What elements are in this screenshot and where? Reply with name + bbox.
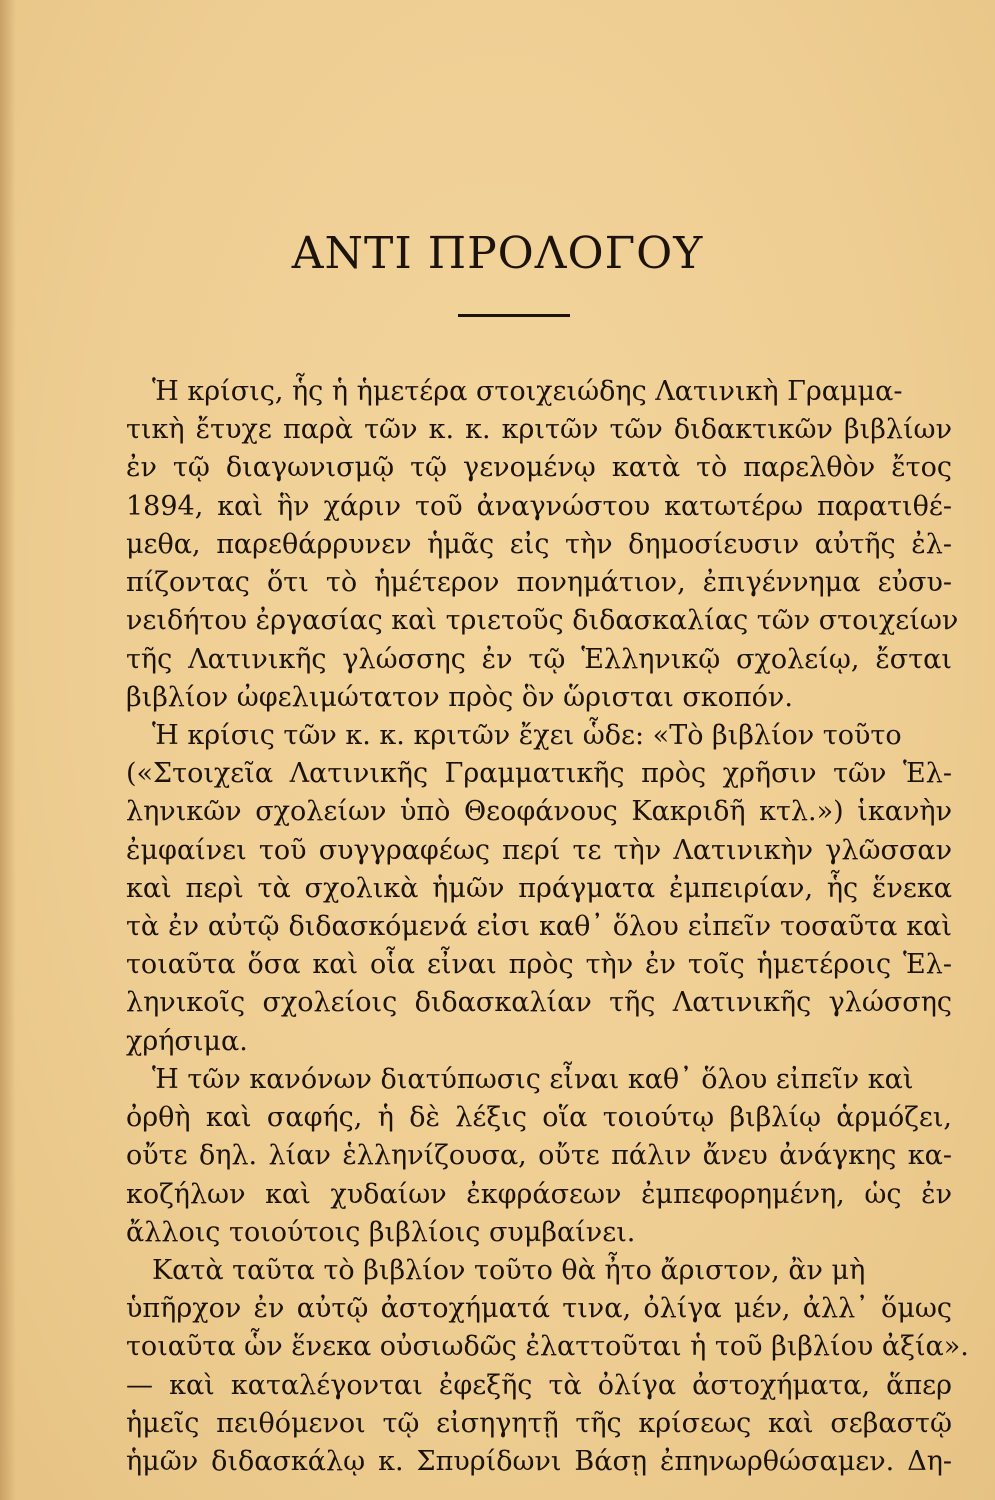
- text-line: καὶ περὶ τὰ σχολικὰ ἡμῶν πράγματα ἐμπειρίαν, ἧς ἕνεκα: [126, 873, 952, 904]
- text-line: — καὶ καταλέγονται ἐφεξῆς τὰ ὀλίγα ἀστοχήματα, ἅπερ: [126, 1370, 952, 1401]
- text-line: ὑπῆρχον ἐν αὐτῷ ἀστοχήματά τινα, ὀλίγα μέν, ἀλλ᾽ ὅμως: [126, 1293, 952, 1324]
- text-line: ληνικῶν σχολείων ὑπὸ Θεοφάνους Κακριδῆ κτλ.») ἱκανὴν: [126, 796, 952, 827]
- text-line: νειδήτου ἐργασίας καὶ τριετοῦς διδασκαλίας τῶν στοιχείων: [126, 605, 959, 636]
- page-title: ΑΝΤΙ ΠΡΟΛΟΓΟΥ: [291, 228, 704, 279]
- text-line: ἄλλοις τοιούτοις βιβλίοις συμβαίνει.: [126, 1217, 636, 1248]
- text-line: ληνικοῖς σχολείοις διδασκαλίαν τῆς Λατινικῆς γλώσσης: [126, 987, 952, 1018]
- text-line: κοζήλων καὶ χυδαίων ἐκφράσεων ἐμπεφορημένη, ὡς ἐν: [126, 1179, 952, 1210]
- text-line: Ἡ τῶν κανόνων διατύπωσις εἶναι καθ᾽ ὅλου εἰπεῖν καὶ: [152, 1064, 914, 1095]
- text-line: πίζοντας ὅτι τὸ ἡμέτερον πονημάτιον, ἐπιγέννημα εὐσυ-: [126, 567, 952, 598]
- text-line: ἐμφαίνει τοῦ συγγραφέως περί τε τὴν Λατινικὴν γλῶσσαν: [126, 835, 952, 866]
- text-line: Ἡ κρίσις τῶν κ. κ. κριτῶν ἔχει ὧδε: «Τὸ βιβλίον τοῦτο: [152, 720, 902, 751]
- text-line: τῆς Λατινικῆς γλώσσης ἐν τῷ Ἑλληνικῷ σχολείῳ, ἔσται: [126, 644, 952, 675]
- title-underline: [458, 314, 570, 317]
- text-line: ἐν τῷ διαγωνισμῷ τῷ γενομένῳ κατὰ τὸ παρελθὸν ἔτος: [126, 452, 952, 483]
- text-line: («Στοιχεῖα Λατινικῆς Γραμματικῆς πρὸς χρῆσιν τῶν Ἑλ-: [126, 758, 952, 789]
- text-line: ἡμεῖς πειθόμενοι τῷ εἰσηγητῇ τῆς κρίσεως καὶ σεβαστῷ: [126, 1408, 952, 1439]
- text-line: Ἡ κρίσις, ἧς ἡ ἡμετέρα στοιχειώδης Λατινικὴ Γραμμα-: [152, 376, 903, 407]
- text-line: τὰ ἐν αὐτῷ διδασκόμενά εἰσι καθ᾽ ὅλου εἰπεῖν τοσαῦτα καὶ: [126, 911, 952, 942]
- text-line: βιβλίον ὠφελιμώτατον πρὸς ὃν ὥρισται σκοπόν.: [126, 682, 793, 713]
- text-line: τικὴ ἔτυχε παρὰ τῶν κ. κ. κριτῶν τῶν διδακτικῶν βιβλίων: [126, 414, 952, 445]
- text-line: οὔτε δηλ. λίαν ἑλληνίζουσα, οὔτε πάλιν ἄνευ ἀνάγκης κα-: [126, 1140, 952, 1171]
- text-line: τοιαῦτα ὧν ἕνεκα οὐσιωδῶς ἐλαττοῦται ἡ τοῦ βιβλίου ἀξία».: [126, 1331, 969, 1362]
- text-line: ἡμῶν διδασκάλῳ κ. Σπυρίδωνι Βάσῃ ἐπηνωρθώσαμεν. Δη-: [126, 1446, 952, 1477]
- page-spine-shadow: [0, 0, 16, 1500]
- text-line: ὀρθὴ καὶ σαφής, ἡ δὲ λέξις οἵα τοιούτῳ βιβλίῳ ἁρμόζει,: [126, 1102, 952, 1133]
- text-line: χρήσιμα.: [126, 1026, 248, 1057]
- text-line: μεθα, παρεθάρρυνεν ἡμᾶς εἰς τὴν δημοσίευσιν αὐτῆς ἐλ-: [126, 529, 952, 560]
- text-line: Κατὰ ταῦτα τὸ βιβλίον τοῦτο θὰ ἦτο ἄριστον, ἂν μὴ: [152, 1255, 866, 1286]
- text-line: 1894, καὶ ἣν χάριν τοῦ ἀναγνώστου κατωτέρω παρατιθέ-: [126, 491, 952, 522]
- text-line: τοιαῦτα ὅσα καὶ οἷα εἶναι πρὸς τὴν ἐν τοῖς ἡμετέροις Ἑλ-: [126, 949, 952, 980]
